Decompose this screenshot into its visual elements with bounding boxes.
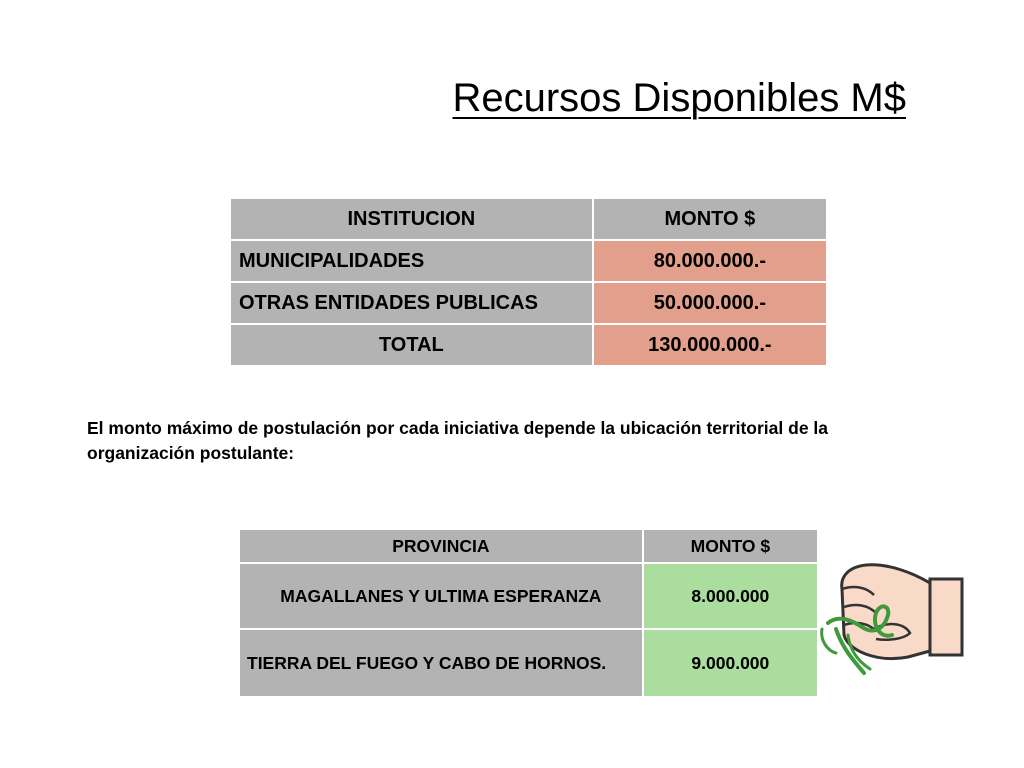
table-row — [230, 282, 827, 324]
page-title: Recursos Disponibles M$ — [452, 76, 906, 120]
description-paragraph: El monto máximo de postulación por cada iniciativa depende la ubicación territorial de la organización postulante: — [87, 418, 829, 463]
resources-table — [229, 197, 828, 367]
monto-cell: 50.000.000.- — [593, 282, 827, 324]
header-provincia: PROVINCIA — [239, 529, 643, 563]
monto-cell: 9.000.000 — [643, 629, 818, 697]
table-row — [230, 240, 827, 282]
header-institucion: INSTITUCION — [230, 198, 593, 240]
institucion-cell: OTRAS ENTIDADES PUBLICAS — [230, 282, 593, 324]
table-header-row — [239, 529, 818, 563]
hand-with-string-icon — [818, 555, 968, 685]
table-row — [239, 563, 818, 629]
total-monto: 130.000.000.- — [593, 324, 827, 366]
table-header-row — [230, 198, 827, 240]
monto-cell: 8.000.000 — [643, 563, 818, 629]
header-monto: MONTO $ — [593, 198, 827, 240]
provincia-cell: MAGALLANES Y ULTIMA ESPERANZA — [239, 563, 643, 629]
table-row — [239, 629, 818, 697]
total-label: TOTAL — [230, 324, 593, 366]
provincia-cell: TIERRA DEL FUEGO Y CABO DE HORNOS. — [239, 629, 643, 697]
institucion-cell: MUNICIPALIDADES — [230, 240, 593, 282]
total-row — [230, 324, 827, 366]
header-monto: MONTO $ — [643, 529, 818, 563]
monto-cell: 80.000.000.- — [593, 240, 827, 282]
province-table — [238, 528, 819, 698]
